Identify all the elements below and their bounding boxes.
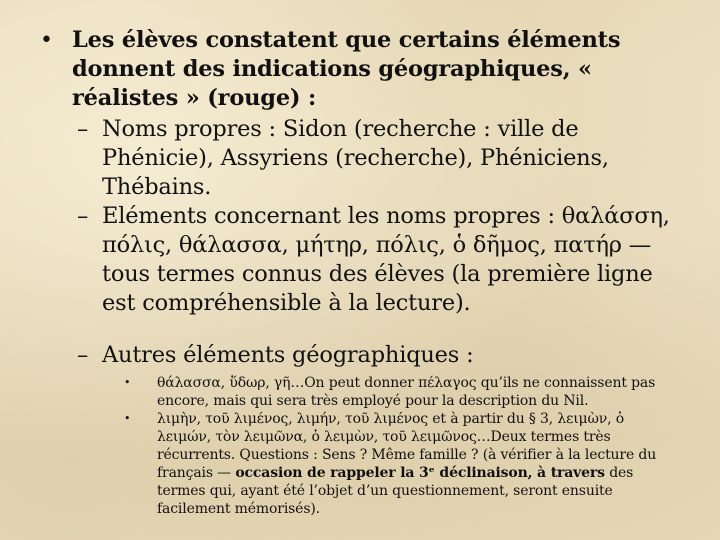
- point-dash-1: –: [77, 116, 89, 142]
- sub-bullet-2: •: [124, 412, 131, 425]
- point-other-geographic: Autres éléments géographiques :: [102, 342, 474, 368]
- sub-bullet-1: •: [124, 376, 131, 389]
- sub-point-emphasis: occasion de rappeler la 3ᵉ déclinaison, à travers: [235, 465, 605, 481]
- sub-point-text-b: des termes qui, ayant été l’objet d’un questionnement, seront ensuite facilement mémorisés).: [157, 465, 634, 517]
- point-dash-3: –: [77, 342, 89, 368]
- sub-point-text-a: λιμὴν, τοῦ λιμένος, λιμήν, τοῦ λιμένος et à partir du § 3, λειμὼν, ὁ λειμών, τὸν λειμῶνα, ὁ λειμὼν, τοῦ λειμῶνος…Deux termes très récurrents. Questions : Sens ? Même famille ? (à vérifier à la lecture du français —: [157, 411, 657, 481]
- main-point: Les élèves constatent que certains éléments donnent des indications géographiques, « réalistes » (rouge) :: [72, 27, 621, 111]
- point-proper-nouns: Noms propres : Sidon (recherche : ville de Phénicie), Assyriens (recherche), Phéniciens, Thébains.: [102, 116, 609, 200]
- main-bullet: •: [40, 28, 53, 53]
- point-dash-2: –: [77, 203, 89, 229]
- sub-point-sea-water-earth: θάλασσα, ὕδωρ, γῆ…On peut donner πέλαγος qu’ils ne connaissent pas encore, mais qui sera très employé pour la description du Nil.: [157, 375, 656, 409]
- sub-point-port-meadow: [157, 410, 677, 518]
- point-related-elements: Eléments concernant les noms propres : θαλάσση, πόλις, θάλασσα, μήτηρ, πόλις, ὁ δῆμος, πατήρ —tous termes connus des élèves (la première ligne est compréhensible à la lecture).: [102, 203, 670, 316]
